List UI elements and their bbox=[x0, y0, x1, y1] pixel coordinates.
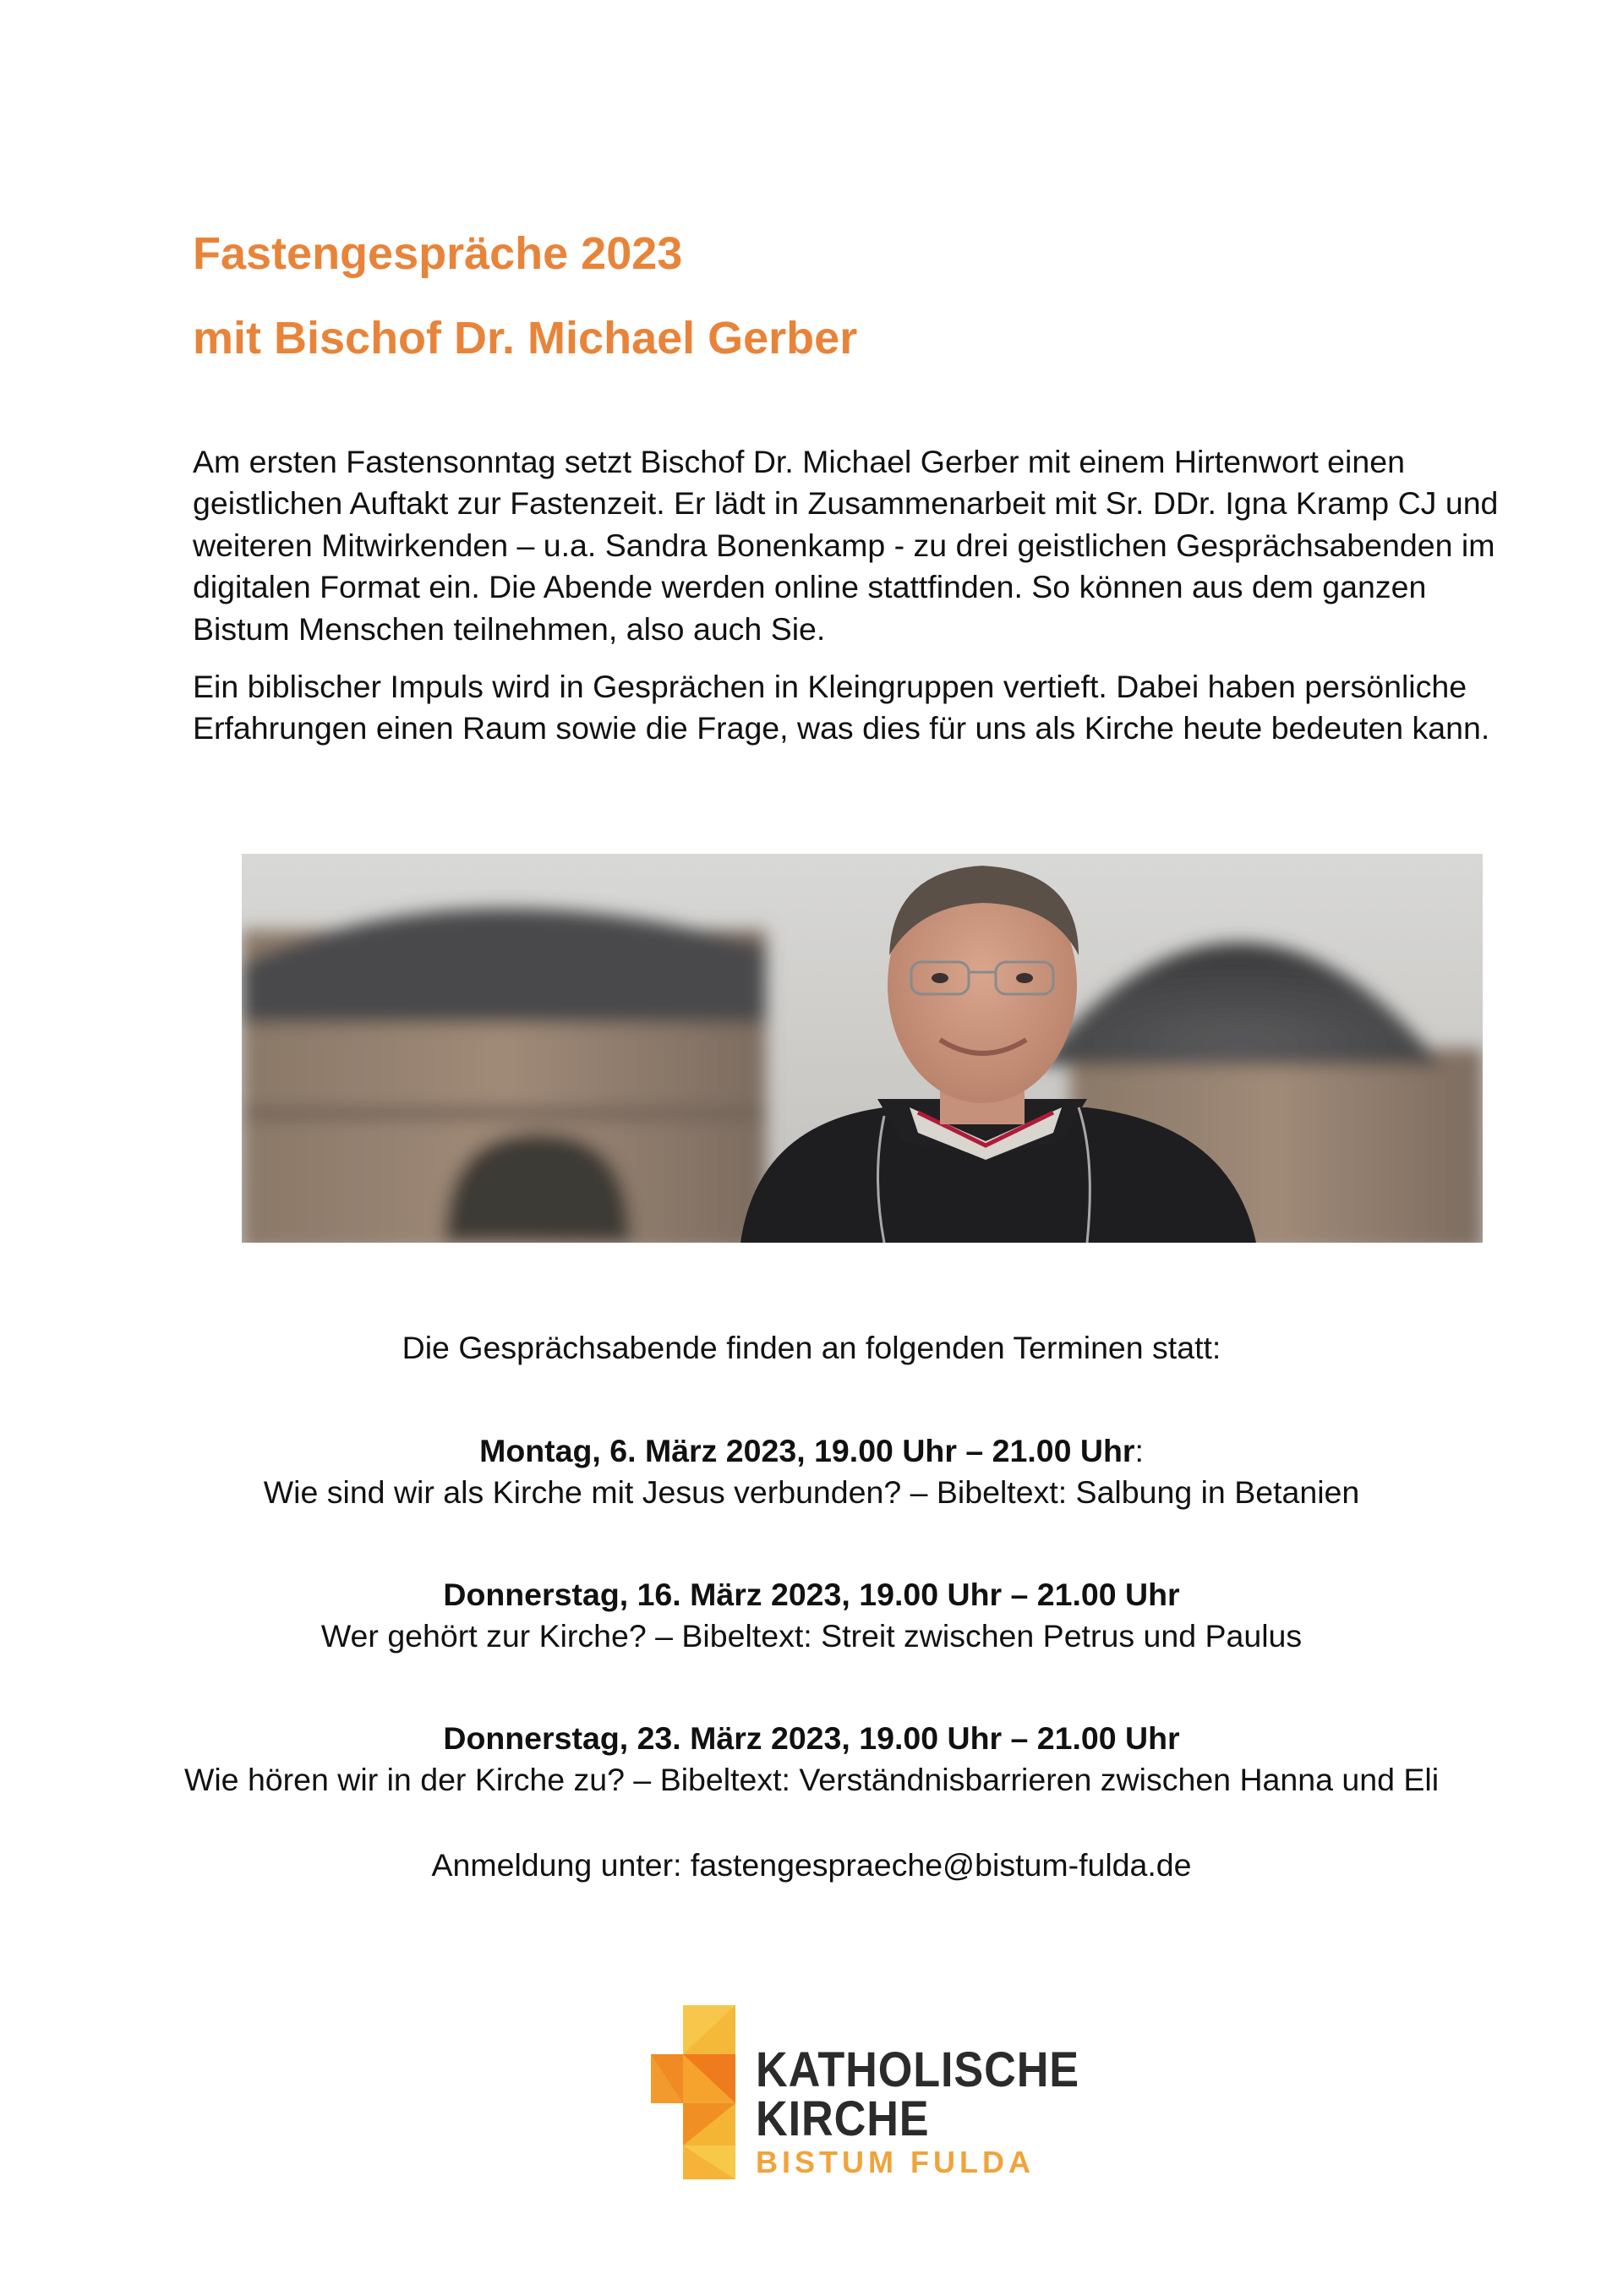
schedule-intro: Die Gesprächsabende finden an folgenden Terminen statt: bbox=[402, 1330, 1221, 1365]
event-1-date-suffix: : bbox=[1134, 1433, 1144, 1468]
title-line-1: Fastengespräche 2023 bbox=[193, 228, 683, 279]
cross-logo-icon bbox=[651, 2005, 735, 2179]
intro-paragraph: Am ersten Fastensonntag setzt Bischof Dr. Michael Gerber mit einem Hirtenwort einen geistlichen Auftakt zur Fastenzeit. Er lädt in Zusammenarbeit mit Sr. DDr. Igna Kramp CJ und weiteren Mitwirkenden – u.a. Sandra Bonenkamp - zu drei geistlichen Gesprächsabenden im digitalen Format ein. Die Abende werden online stattfinden. So können aus dem ganzen Bistum Menschen teilnehmen, also auch Sie. bbox=[193, 444, 1499, 647]
logo-text-line-2: KIRCHE bbox=[756, 2091, 930, 2146]
event-3-date bbox=[0, 1718, 1623, 1759]
bishop-portrait-image bbox=[242, 854, 1483, 1243]
impulse-paragraph: Ein biblischer Impuls wird in Gesprächen in Kleingruppen vertieft. Dabei haben persönliche Erfahrungen einen Raum sowie die Frage, was dies für uns als Kirche heute bedeuten kann. bbox=[193, 669, 1490, 746]
event-1-topic: Wie sind wir als Kirche mit Jesus verbunden? – Bibeltext: Salbung in Betanien bbox=[263, 1474, 1360, 1510]
logo-text-line-3: BISTUM FULDA bbox=[756, 2145, 1035, 2179]
event-2-date bbox=[0, 1574, 1623, 1615]
title-line-2: mit Bischof Dr. Michael Gerber bbox=[193, 313, 858, 364]
event-3-topic: Wie hören wir in der Kirche zu? – Bibeltext: Verständnisbarrieren zwischen Hanna und Eli bbox=[183, 1762, 1440, 1797]
registration-email: Anmeldung unter: fastengespraeche@bistum-fulda.de bbox=[431, 1847, 1192, 1883]
event-1-date-text: Montag, 6. März 2023, 19.00 Uhr – 21.00 Uhr bbox=[479, 1433, 1135, 1468]
event-1-date bbox=[0, 1430, 1623, 1472]
event-2-topic: Wer gehört zur Kirche? – Bibeltext: Streit zwischen Petrus und Paulus bbox=[320, 1618, 1303, 1654]
event-3-date-text: Donnerstag, 23. März 2023, 19.00 Uhr – 21.00 Uhr bbox=[443, 1720, 1180, 1756]
bishop-photo bbox=[242, 854, 1483, 1243]
bistum-fulda-logo bbox=[651, 2005, 1090, 2183]
event-2-date-text: Donnerstag, 16. März 2023, 19.00 Uhr – 21.00 Uhr bbox=[443, 1577, 1180, 1612]
logo-text-line-1: KATHOLISCHE bbox=[756, 2042, 1080, 2097]
